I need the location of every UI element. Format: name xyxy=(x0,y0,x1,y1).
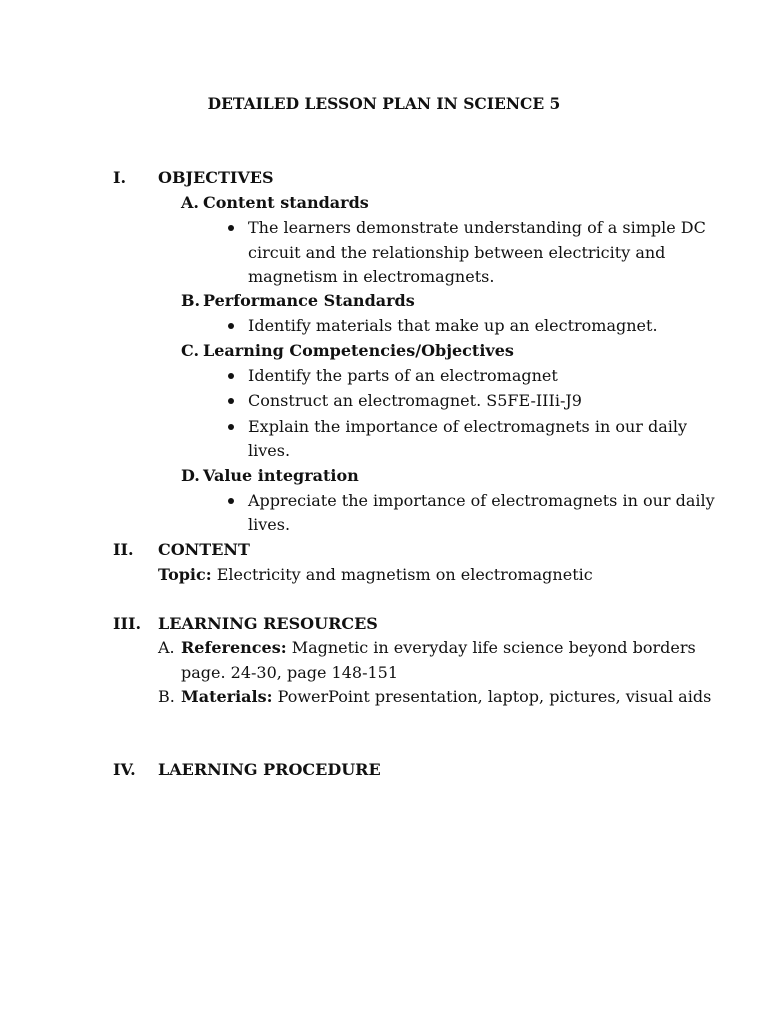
section-heading-content: CONTENT xyxy=(158,540,250,559)
materials-text: PowerPoint presentation, laptop, pictures, visual aids xyxy=(272,687,712,706)
bullet-icon xyxy=(228,373,234,379)
subsection-heading-performance-standards: Performance Standards xyxy=(203,291,415,310)
bullet-text: circuit and the relationship between electricity and xyxy=(248,243,666,262)
section-numeral-resources: III. xyxy=(113,614,142,633)
materials-line xyxy=(181,687,711,707)
bullet-icon xyxy=(228,424,234,430)
section-numeral-objectives: I. xyxy=(113,168,127,187)
section-numeral-content: II. xyxy=(113,540,134,559)
bullet-text: Identify materials that make up an electromagnet. xyxy=(248,316,658,335)
topic-line xyxy=(158,565,593,585)
bullet-icon xyxy=(228,323,234,329)
bullet-icon xyxy=(228,498,234,504)
resource-letter-references: A. xyxy=(158,638,175,657)
subsection-letter-performance-standards: B. xyxy=(181,291,201,310)
references-text: Magnetic in everyday life science beyond borders xyxy=(286,638,696,657)
bullet-text: The learners demonstrate understanding of a simple DC xyxy=(248,218,706,237)
bullet-text: Identify the parts of an electromagnet xyxy=(248,366,558,385)
bullet-text: Construct an electromagnet. S5FE-IIIi-J9 xyxy=(248,391,582,410)
subsection-letter-value-integration: D. xyxy=(181,466,200,485)
bullet-text: Appreciate the importance of electromagnets in our daily xyxy=(248,491,715,510)
bullet-text: Explain the importance of electromagnets in our daily xyxy=(248,417,688,436)
references-text-continued: page. 24-30, page 148-151 xyxy=(181,663,399,682)
section-heading-procedure: LAERNING PROCEDURE xyxy=(158,760,381,779)
bullet-text: lives. xyxy=(248,441,291,460)
resource-letter-materials: B. xyxy=(158,687,175,706)
materials-label: Materials: xyxy=(181,687,273,706)
bullet-text: magnetism in electromagnets. xyxy=(248,267,495,286)
subsection-letter-content-standards: A. xyxy=(181,193,199,212)
topic-label: Topic: xyxy=(158,565,212,584)
subsection-heading-learning-competencies: Learning Competencies/Objectives xyxy=(203,341,514,360)
document-title: DETAILED LESSON PLAN IN SCIENCE 5 xyxy=(207,94,561,113)
section-heading-resources: LEARNING RESOURCES xyxy=(158,614,378,633)
subsection-letter-learning-competencies: C. xyxy=(181,341,200,360)
topic-text: Electricity and magnetism on electromagnetic xyxy=(211,565,593,584)
subsection-heading-value-integration: Value integration xyxy=(203,466,359,485)
section-heading-objectives: OBJECTIVES xyxy=(158,168,274,187)
references-label: References: xyxy=(181,638,287,657)
references-line xyxy=(181,638,696,658)
section-numeral-procedure: IV. xyxy=(113,760,136,779)
subsection-heading-content-standards: Content standards xyxy=(203,193,369,212)
bullet-text: lives. xyxy=(248,515,291,534)
bullet-icon xyxy=(228,398,234,404)
bullet-icon xyxy=(228,225,234,231)
